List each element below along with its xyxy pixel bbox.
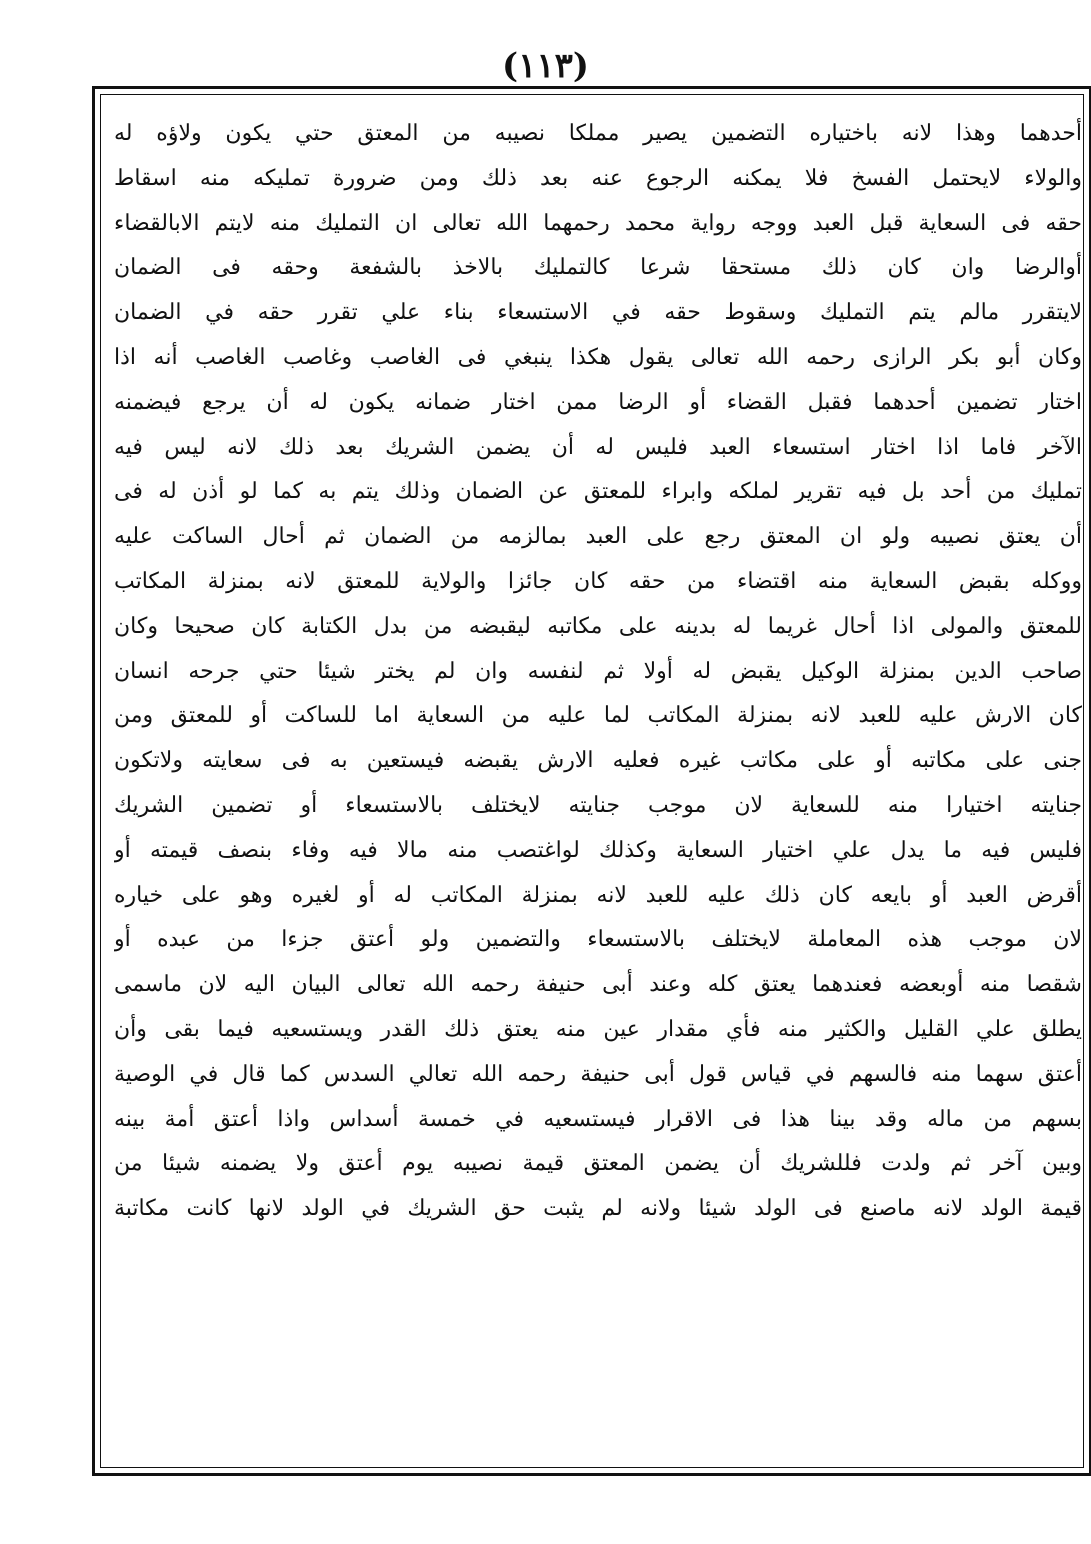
text-line: للمعتق والمولى اذا أحال غريما له بدينه على مكاتبه ليقبضه من بدل الكتابة كان صحيحا وكان xyxy=(114,613,1082,639)
text-line: قيمة الولد لانه ماصنع فى الولد شيئا ولانه لم يثبت حق الشريك في الولد لانها كانت مكاتبة xyxy=(114,1196,1082,1222)
text-line: أقرض العبد أو بايعه كان ذلك عليه للعبد لانه بمنزلة المكاتب له أو لغيره وهو على خياره xyxy=(114,882,1082,908)
text-line: بسهم من ماله وقد بينا هذا فى الاقرار فيستسعيه في خمسة أسداس واذا أعتق أمة بينه xyxy=(114,1106,1082,1132)
text-line xyxy=(114,1366,1082,1411)
text-line: حقه فى السعاية قبل العبد ووجه رواية محمد رحمهما الله تعالى ان التمليك منه لايتم الابالقضاء xyxy=(114,210,1082,236)
text-line: وبين آخر ثم ولدت فللشريك أن يضمن المعتق قيمة نصيبه يوم أعتق ولا يضمنه شيئا من xyxy=(114,1151,1082,1177)
text-line: أعتق سهما منه فالسهم في قياس قول أبى حنيفة رحمه الله تعالي السدس كما قال في الوصية xyxy=(114,1061,1082,1087)
text-line: تمليك من أحد بل فيه تقرير لملكه وابراء للمعتق عن الضمان وذلك يتم به كما لو أذن له فى xyxy=(114,479,1082,505)
text-line: أن يعتق نصيبه ولو ان المعتق رجع على العبد بمالزمه من الضمان ثم أحال الساكت عليه xyxy=(114,524,1082,550)
text-line: الآخر فاما اذا اختار استسعاء العبد فليس له أن يضمن الشريك بعد ذلك لانه ليس فيه xyxy=(114,434,1082,460)
text-line xyxy=(114,1277,1082,1322)
text-line xyxy=(114,1232,1082,1277)
text-line: يطلق علي القليل والكثير منه فأي مقدار عين منه يعتق ذلك القدر ويستسعيه فيما بقى وأن xyxy=(114,1016,1082,1042)
text-line: كان الارش عليه للعبد لانه بمنزلة المكاتب لما عليه من السعاية اما للساكت أو للمعتق ومن xyxy=(114,703,1082,729)
text-line: شقصا منه أوبعضه فعندهما يعتق كله وعند أبى حنيفة رحمه الله تعالى البيان اليه لان ماسمى xyxy=(114,972,1082,998)
text-line xyxy=(114,1411,1082,1456)
text-line: صاحب الدين بمنزلة الوكيل يقبض له أولا ثم لنفسه وان لم يختر شيئا حتي جرحه انسان xyxy=(114,658,1082,684)
text-line: أوالرضا وان كان ذلك مستحقا شرعا كالتمليك بالاخذ بالشفعة وحقه فى الضمان xyxy=(114,255,1082,281)
text-line: اختار تضمين أحدهما فقبل القضاء أو الرضا ممن اختار ضمانه يكون له أن يرجع فيضمنه xyxy=(114,389,1082,415)
text-line: والولاء لايحتمل الفسخ فلا يمكنه الرجوع عنه بعد ذلك ومن ضرورة تمليكه منه اسقاط xyxy=(114,165,1082,191)
text-line xyxy=(114,1322,1082,1367)
text-line: جنايته اختيارا منه للسعاية لان موجب جنايته لايختلف بالاستسعاء أو تضمين الشريك xyxy=(114,792,1082,818)
text-line: لان موجب هذه المعاملة لايختلف بالاستسعاء والتضمين ولو أعتق جزءا من عبده أو xyxy=(114,927,1082,953)
text-line: جنى على مكاتبه أو على مكاتب غيره فعليه الارش يقبضه فيستعين به فى سعايته ولاتكون xyxy=(114,748,1082,774)
text-line: وكان أبو بكر الرازى رحمه الله تعالى يقول هكذا ينبغي فى الغاصب وغاصب الغاصب أنه اذا xyxy=(114,344,1082,370)
text-line: فليس فيه ما يدل علي اختيار السعاية وكذلك لواغتصب منه مالا فيه وفاء بنصف قيمته أو xyxy=(114,837,1082,863)
text-line: ووكله بقبض السعاية منه اقتضاء من حقه كان جائزا والولاية للمعتق لانه بمنزلة المكاتب xyxy=(114,568,1082,594)
page-number: (١١٣) xyxy=(502,46,589,86)
text-body xyxy=(114,112,1082,1456)
text-line: لايتقرر مالم يتم التمليك وسقوط حقه في الاستسعاء بناء علي تقرر حقه في الضمان xyxy=(114,300,1082,326)
text-line: أحدهما وهذا لانه باختياره التضمين يصير مملكا نصيبه من المعتق حتي يكون ولاؤه له xyxy=(114,121,1082,146)
